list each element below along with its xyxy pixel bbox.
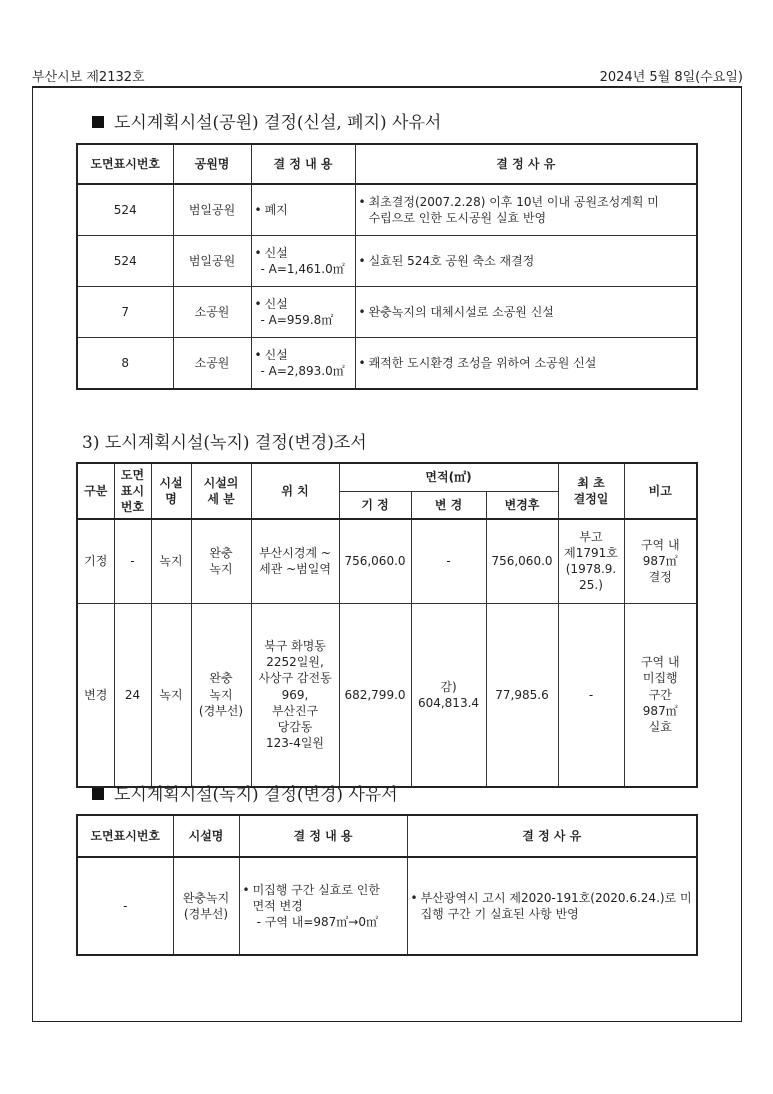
greenbelt-reason-table (76, 814, 698, 956)
cell-reason: • 최초결정(2007.2.28) 이후 10년 이내 공원조성계획 미 수립으로 인한 도시공원 실효 반영 (355, 184, 697, 236)
col-header-note: 비고 (624, 463, 697, 519)
cell-facility: 녹지 (151, 603, 191, 787)
square-bullet-icon (92, 116, 104, 128)
cell-no: 524 (77, 236, 173, 287)
cell-location: 부산시경계 ~ 세관 ~범일역 (251, 519, 339, 603)
cell-no: 8 (77, 338, 173, 390)
cell-area-after: 756,060.0 (486, 519, 558, 603)
cell-area-change: 감) 604,813.4 (411, 603, 486, 787)
cell-detail: 완충 녹지 (경부선) (191, 603, 251, 787)
table-row (77, 287, 697, 338)
cell-area-existing: 756,060.0 (339, 519, 411, 603)
section2-title: 3) 도시계획시설(녹지) 결정(변경)조서 (82, 433, 367, 453)
cell-name: 소공원 (173, 338, 251, 390)
cell-location: 북구 화명동 2252일원, 사상구 감전동 969, 부산진구 당감동 123-4일원 (251, 603, 339, 787)
col-header-reason: 결 정 사 유 (407, 815, 697, 857)
bulletin-issue: 부산시보 제2132호 (32, 70, 145, 85)
cell-detail: 완충 녹지 (191, 519, 251, 603)
cell-content: • 신설 - A=959.8㎡ (251, 287, 355, 338)
cell-content: • 신설 - A=1,461.0㎡ (251, 236, 355, 287)
col-header-area: 면적(㎡) (339, 463, 558, 491)
cell-name: 완충녹지 (경부선) (173, 857, 239, 955)
cell-reason: • 완충녹지의 대체시설로 소공원 신설 (355, 287, 697, 338)
cell-content: • 신설 - A=2,893.0㎡ (251, 338, 355, 390)
section1-title-text: 도시계획시설(공원) 결정(신설, 폐지) 사유서 (114, 113, 442, 133)
section3-title (92, 780, 398, 805)
col-header-gubun: 구분 (77, 463, 114, 519)
section1-title (92, 108, 441, 133)
park-decision-table (76, 143, 698, 390)
cell-gubun: 변경 (77, 603, 114, 787)
cell-area-change: - (411, 519, 486, 603)
col-header-date: 최 초 결정일 (558, 463, 624, 519)
col-header-area-change: 변 경 (411, 491, 486, 519)
col-header-location: 위 치 (251, 463, 339, 519)
section3-title-text: 도시계획시설(녹지) 결정(변경) 사유서 (114, 785, 398, 805)
cell-date: - (558, 603, 624, 787)
cell-no: 7 (77, 287, 173, 338)
cell-no: - (77, 857, 173, 955)
greenbelt-change-table (76, 462, 698, 788)
col-header-content: 결 정 내 용 (251, 144, 355, 184)
cell-content: • 폐지 (251, 184, 355, 236)
col-header-facility: 시설명 (151, 463, 191, 519)
table-row (77, 603, 697, 787)
bulletin-date: 2024년 5월 8일(수요일) (599, 70, 743, 85)
cell-name: 범일공원 (173, 184, 251, 236)
col-header-content: 결 정 내 용 (239, 815, 407, 857)
cell-no: - (114, 519, 151, 603)
cell-area-after: 77,985.6 (486, 603, 558, 787)
col-header-name: 시설명 (173, 815, 239, 857)
cell-content: • 미집행 구간 실효로 인한 면적 변경 - 구역 내=987㎡→0㎡ (239, 857, 407, 955)
col-header-no: 도면표시번호 (77, 815, 173, 857)
cell-no: 24 (114, 603, 151, 787)
table-row (77, 338, 697, 390)
cell-no: 524 (77, 184, 173, 236)
cell-date: 부고 제1791호 (1978.9. 25.) (558, 519, 624, 603)
cell-note: 구역 내 987㎡ 결정 (624, 519, 697, 603)
col-header-name: 공원명 (173, 144, 251, 184)
table-row (77, 236, 697, 287)
cell-facility: 녹지 (151, 519, 191, 603)
cell-name: 소공원 (173, 287, 251, 338)
table-row (77, 857, 697, 955)
cell-reason: • 부산광역시 고시 제2020-191호(2020.6.24.)로 미 집행 구간 기 실효된 사항 반영 (407, 857, 697, 955)
col-header-area-after: 변경후 (486, 491, 558, 519)
col-header-detail: 시설의 세 분 (191, 463, 251, 519)
col-header-no: 도면표시번호 (77, 144, 173, 184)
col-header-area-existing: 기 정 (339, 491, 411, 519)
cell-area-existing: 682,799.0 (339, 603, 411, 787)
square-bullet-icon (92, 788, 104, 800)
cell-note: 구역 내 미집행 구간 987㎡ 실효 (624, 603, 697, 787)
cell-reason: • 실효된 524호 공원 축소 재결정 (355, 236, 697, 287)
table-row (77, 519, 697, 603)
col-header-reason: 결 정 사 유 (355, 144, 697, 184)
cell-reason: • 쾌적한 도시환경 조성을 위하여 소공원 신설 (355, 338, 697, 390)
cell-name: 범일공원 (173, 236, 251, 287)
cell-gubun: 기정 (77, 519, 114, 603)
table-row (77, 184, 697, 236)
col-header-no: 도면 표시 번호 (114, 463, 151, 519)
